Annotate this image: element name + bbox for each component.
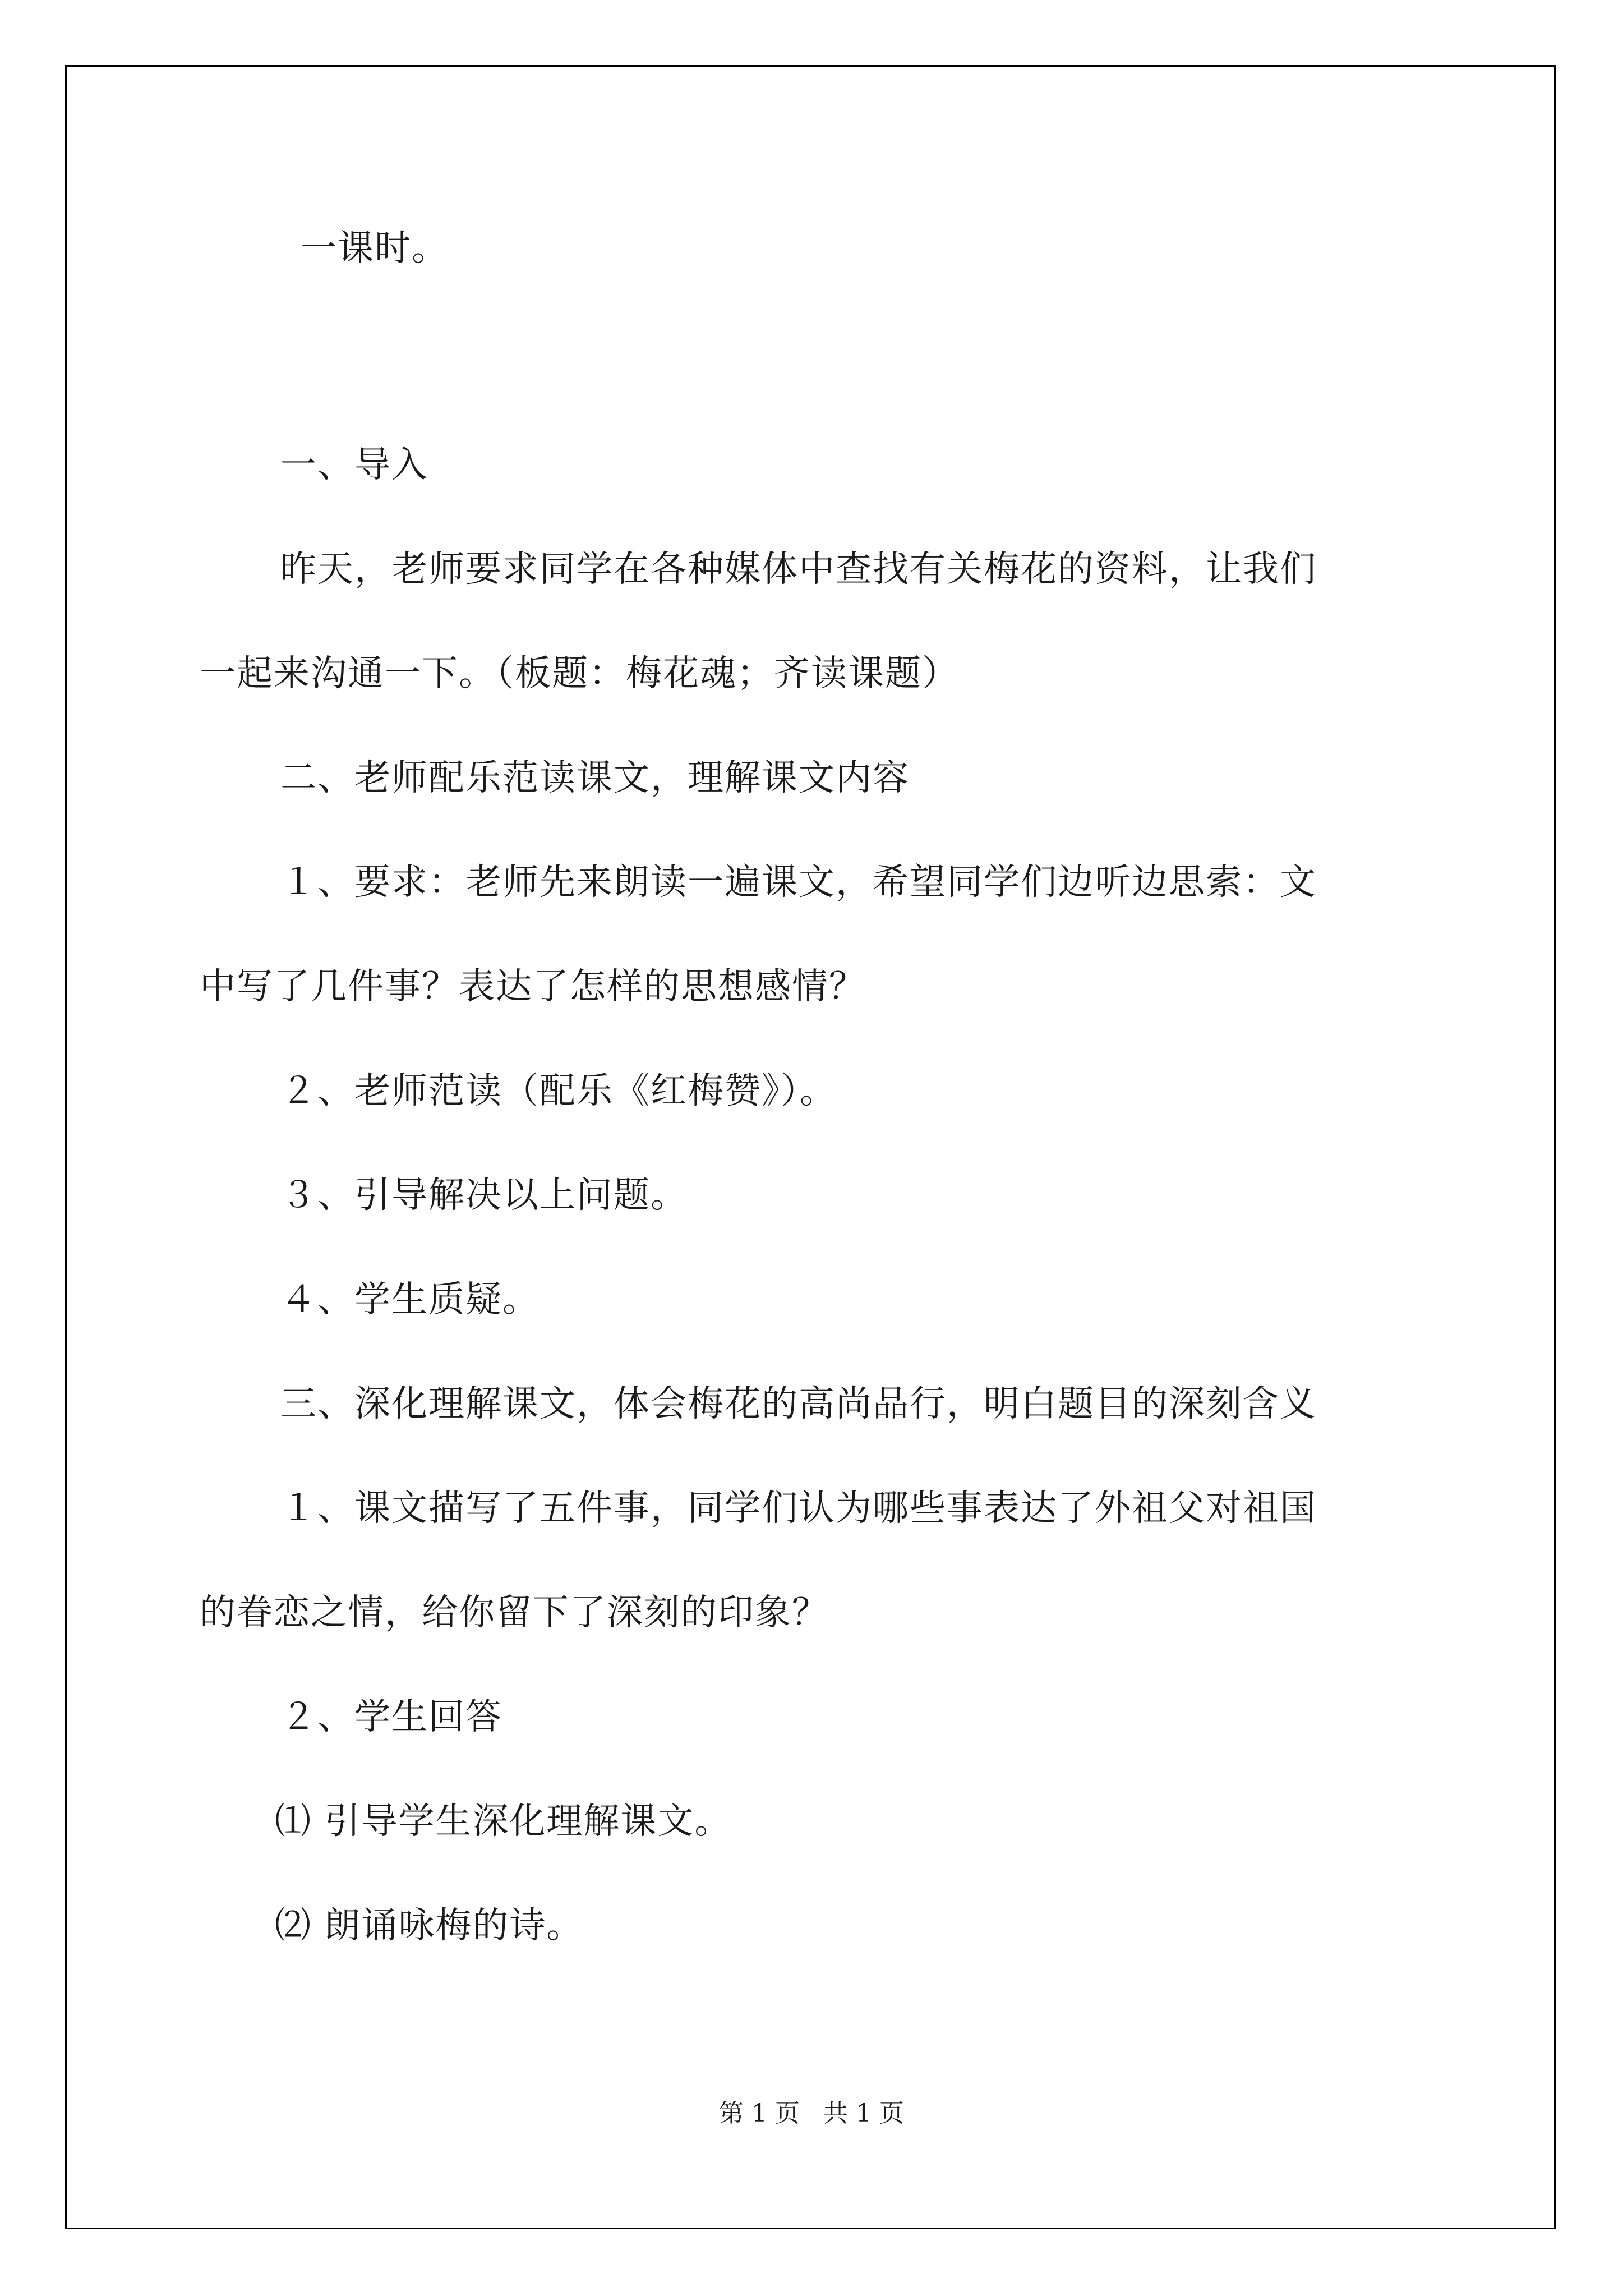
text-line-14: ２、学生回答 [280, 1696, 502, 1738]
text-line-12: １、课文描写了五件事，同学们认为哪些事表达了外祖父对祖国 [280, 1488, 1317, 1529]
text-line-6: １、要求：老师先来朗读一遍课文，希望同学们边听边思索：文 [280, 862, 1317, 903]
text-line-7: 中写了几件事？表达了怎样的思想感情？ [200, 966, 866, 1007]
text-line-4: 一起来沟通一下。（板题：梅花魂；齐读课题） [200, 653, 959, 694]
text-line-15: ⑴ 引导学生深化理解课文。 [275, 1801, 732, 1842]
page-footer [0, 2097, 1623, 2131]
text-line-16: ⑵ 朗诵咏梅的诗。 [275, 1905, 584, 1947]
page-number: 第 1 页 [719, 2099, 800, 2128]
text-line-8: ２、老师范读（配乐《红梅赞》）。 [280, 1070, 837, 1112]
heading-introduction: 一、导入 [280, 444, 428, 486]
text-line-3: 昨天，老师要求同学在各种媒体中查找有关梅花的资料，让我们 [280, 549, 1317, 590]
page-total: 共 1 页 [823, 2099, 904, 2128]
text-line-1: 一课时。 [301, 228, 449, 269]
text-line-13: 的眷恋之情，给你留下了深刻的印象？ [200, 1592, 829, 1634]
heading-section-two: 二、老师配乐范读课文，理解课文内容 [280, 757, 910, 799]
text-line-9: ３、引导解决以上问题。 [280, 1175, 688, 1216]
heading-section-three: 三、深化理解课文，体会梅花的高尚品行，明白题目的深刻含义 [280, 1383, 1317, 1425]
text-line-10: ４、学生质疑。 [280, 1279, 540, 1320]
